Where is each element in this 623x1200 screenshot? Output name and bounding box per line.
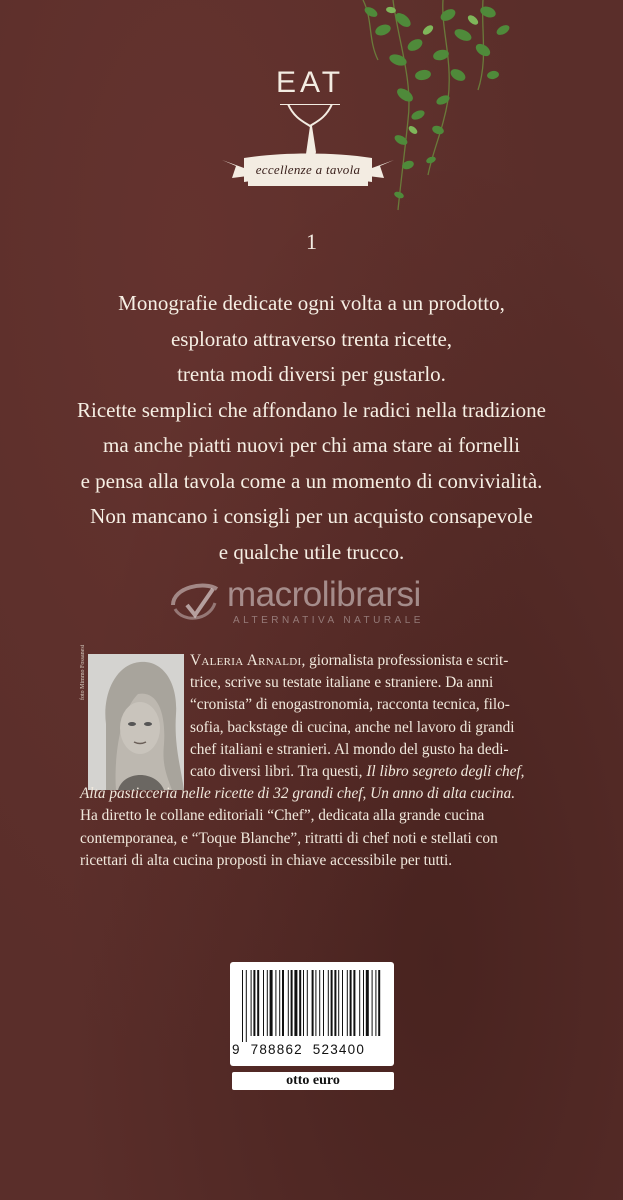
description-line: e qualche utile trucco.	[218, 539, 405, 564]
book-title: Un anno di alta cucina.	[370, 785, 516, 803]
author-name: Valeria Arnaldi	[190, 652, 302, 669]
barcode-bar	[375, 970, 376, 1036]
barcode-bar	[253, 970, 255, 1036]
description-line: Monografie dedicate ogni volta a un prodotto,	[118, 291, 505, 315]
bio-line: Ha diretto le collane editoriali “Chef”, dedicata alla grande cucina	[80, 807, 485, 825]
bio-line: sofia, backstage di cucina, anche nel lavoro di grandi	[190, 718, 515, 736]
description-line: trenta modi diversi per gustarlo.	[177, 362, 446, 386]
series-number: 1	[306, 229, 317, 254]
barcode-bar	[353, 970, 355, 1036]
barcode-bar	[294, 970, 297, 1036]
watermark-subtitle: ALTERNATIVA NATURALE	[233, 615, 424, 626]
barcode-bar	[282, 970, 284, 1036]
barcode-bar	[299, 970, 301, 1036]
barcode-bar	[242, 970, 243, 1042]
barcode-bar	[328, 970, 329, 1036]
barcode-bar	[279, 970, 280, 1036]
barcode-bar	[257, 970, 259, 1036]
barcode-bar	[347, 970, 348, 1036]
barcode-bar	[338, 970, 339, 1036]
barcode-bar	[319, 970, 320, 1036]
barcode-bar	[307, 970, 308, 1036]
barcode-bar	[334, 970, 336, 1036]
photo-credit: foto Mimmo Fossanesi	[80, 644, 86, 700]
bio-line: ricettari di alta cucina proposti in chiave accessibile per tutti.	[80, 851, 453, 869]
barcode-bar	[323, 970, 324, 1036]
bio-line: cato diversi libri. Tra questi, Il libro segreto degli chef,	[190, 763, 525, 781]
barcode-bar	[288, 970, 289, 1036]
bio-line: “cronista” di enogastronomia, racconta tecnica, filo-	[190, 696, 510, 714]
barcode-bar	[246, 970, 247, 1042]
logo-word: EAT	[275, 66, 345, 99]
bio-line: trice, scrive su testate italiane e straniere. Da anni	[190, 674, 494, 692]
barcode-bar	[315, 970, 316, 1036]
barcode-bar	[359, 970, 360, 1036]
bio-line: chef italiani e stranieri. Al mondo del gusto ha dedi-	[190, 740, 509, 758]
bio-line: contemporanea, e “Toque Blanche”, ritratti di chef noti e stellati con	[80, 829, 498, 847]
macrolibrarsi-swirl-icon	[165, 575, 225, 625]
barcode-bar	[270, 970, 273, 1036]
logo-tagline: eccellenze a tavola	[255, 162, 361, 177]
description-line: ma anche piatti nuovi per chi ama stare ai fornelli	[103, 433, 520, 457]
barcode-icon	[236, 970, 388, 1042]
bio-line: Valeria Arnaldi, giornalista professionista e scrit-	[190, 652, 509, 669]
isbn-barcode	[230, 962, 394, 1066]
barcode-bar	[267, 970, 268, 1036]
bio-line	[80, 783, 540, 805]
barcode-bar	[372, 970, 373, 1036]
barcode-bar	[366, 970, 369, 1036]
book-title: Il libro segreto degli chef,	[366, 763, 525, 781]
barcode-bar	[291, 970, 293, 1036]
barcode-bar	[275, 970, 276, 1036]
description-line: esplorato attraverso trenta ricette,	[170, 326, 453, 351]
description-line: e pensa alla tavola come a un momento di convivialità.	[80, 468, 543, 493]
barcode-bar	[350, 970, 352, 1036]
description-paragraph	[40, 286, 583, 570]
barcode-bar	[303, 970, 304, 1036]
barcode-bar	[251, 970, 252, 1036]
watermark-title: macrolibrarsi	[227, 575, 421, 614]
watermark	[165, 575, 465, 635]
barcode-bar	[378, 970, 380, 1036]
description-line: Ricette semplici che affondano le radici nella tradizione	[77, 397, 546, 422]
barcode-digits: 9 788862 523400	[232, 1042, 366, 1057]
barcode-bar	[312, 970, 314, 1036]
book-title: Alta pasticceria nelle ricette di 32 grandi chef,	[80, 785, 367, 803]
description-line: Non mancano i consigli per un acquisto consapevole	[90, 504, 533, 528]
barcode-bar	[342, 970, 343, 1036]
barcode-bar	[363, 970, 364, 1036]
author-bio	[80, 644, 540, 872]
barcode-bar	[263, 970, 264, 1036]
price-label: otto euro	[232, 1072, 394, 1090]
barcode-bar	[331, 970, 333, 1036]
